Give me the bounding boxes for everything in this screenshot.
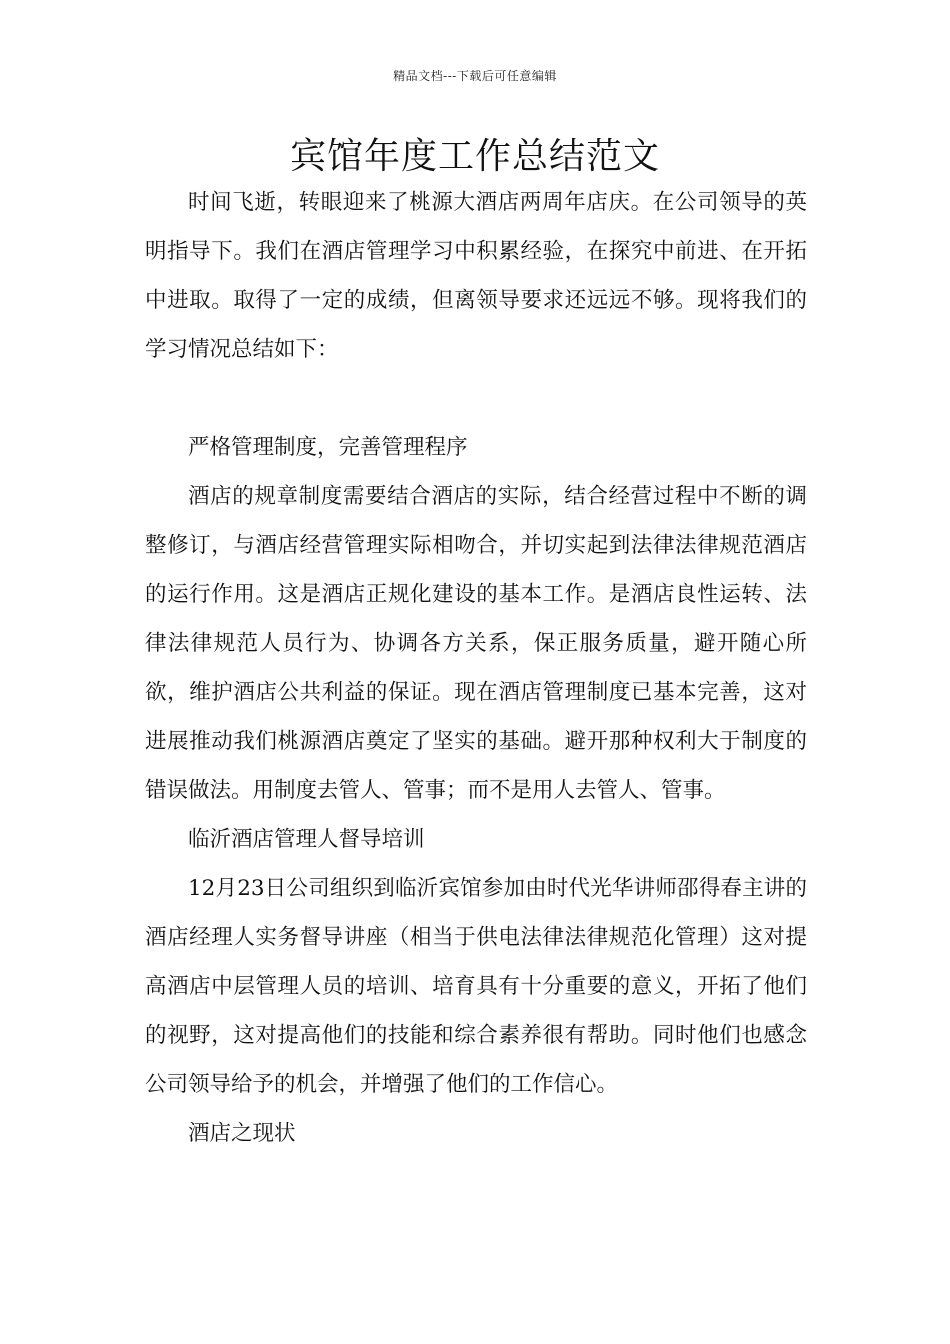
section-heading-training: 临沂酒店管理人督导培训 xyxy=(188,827,425,852)
section-paragraph-management: 酒店的规章制度需要结合酒店的实际，结合经营过程中不断的调整修订，与酒店经营管理实际相吻合，并切实起到法律法律规范酒店的运行作用。这是酒店正规化建设的基本工作。是酒店良性运转、法律法律规范人员行为、协调各方关系，保正服务质量，避开随心所欲，维护酒店公共利益的保证。现在酒店管理制度已基本完善，这对进展推动我们桃源酒店奠定了坚实的基础。避开那种权利大于制度的错误做法。用制度去管人、管事；而不是用人去管人、管事。 xyxy=(145,484,807,803)
section-heading-management: 严格管理制度，完善管理程序 xyxy=(188,435,468,460)
document-body xyxy=(145,178,807,1158)
header-note: 精品文档---下载后可任意编辑 xyxy=(393,69,557,83)
document-title: 宾馆年度工作总结范文 xyxy=(289,136,660,177)
section-paragraph-training: 12月23日公司组织到临沂宾馆参加由时代光华讲师邵得春主讲的酒店经理人实务督导讲座（相当于供电法律法律规范化管理）这对提高酒店中层管理人员的培训、培育具有十分重要的意义，开拓了他们的视野，这对提高他们的技能和综合素养很有帮助。同时他们也感念公司领导给予的机会，并增强了他们的工作信心。 xyxy=(145,876,807,1097)
intro-paragraph: 时间飞逝，转眼迎来了桃源大酒店两周年店庆。在公司领导的英明指导下。我们在酒店管理学习中积累经验，在探究中前进、在开拓中进取。取得了一定的成绩，但离领导要求还远远不够。现将我们的学习情况总结如下： xyxy=(145,190,807,362)
paragraph-gap xyxy=(145,374,807,423)
section-heading-status: 酒店之现状 xyxy=(188,1121,296,1146)
